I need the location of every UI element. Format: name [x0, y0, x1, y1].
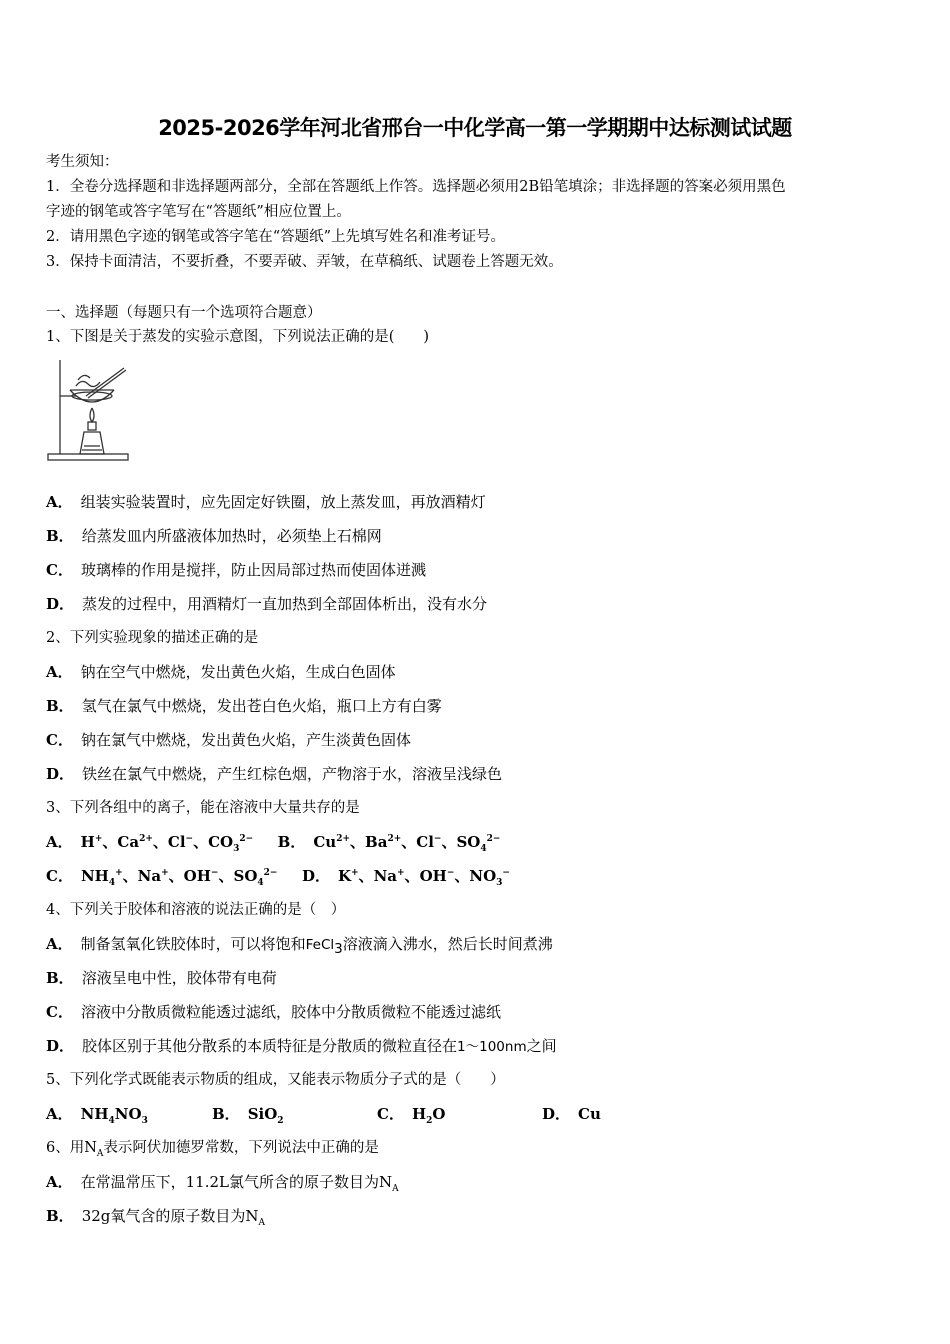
q1-option-c[interactable]: C． 玻璃棒的作用是搅拌，防止因局部过热而使固体迸溅 [46, 561, 426, 579]
section-heading: 一、选择题（每题只有一个选项符合题意） [46, 305, 322, 321]
q3-option-b[interactable]: B． $Cu^{2+}$、$Ba^{2+}$、Cl−、$SO_4^{2-}$ [277, 833, 501, 854]
notice-item: 2．请用黑色字迹的钢笔或答字笔在“答题纸”上先填写姓名和准考证号。 [46, 229, 506, 245]
question-1-stem: 1、下图是关于蒸发的实验示意图，下列说法正确的是( ) [46, 329, 430, 345]
question-3-stem: 3、下列各组中的离子，能在溶液中大量共存的是 [46, 800, 360, 816]
q5-option-b[interactable]: B． SiO$_2$ [212, 1105, 284, 1126]
q4-option-d[interactable]: D． 胶体区别于其他分散系的本质特征是分散质的微粒直径在1～100nm之间 [46, 1037, 557, 1055]
q4-option-c[interactable]: C． 溶液中分散质微粒能透过滤纸，胶体中分散质微粒不能透过滤纸 [46, 1003, 501, 1021]
q5-option-c[interactable]: C． $H_2O$ [377, 1105, 446, 1126]
q2-option-c[interactable]: C． 钠在氯气中燃烧，发出黄色火焰，产生淡黄色固体 [46, 731, 411, 749]
question-5-stem: 5、下列化学式既能表示物质的组成，又能表示物质分子式的是（ ） [46, 1072, 505, 1088]
evaporation-apparatus-figure [46, 356, 132, 464]
q3-option-d[interactable]: D． K+、Na+、OH−、$NO_3^-$ [301, 867, 510, 888]
page-title: 2025-2026学年河北省邢台一中化学高一第一学期期中达标测试试题 [158, 116, 792, 140]
q1-option-d[interactable]: D． 蒸发的过程中，用酒精灯一直加热到全部固体析出，没有水分 [46, 595, 488, 613]
q5-option-d[interactable]: D． Cu [542, 1105, 601, 1123]
q6-option-b[interactable]: B． 32g氧气含的原子数目为$N_A$ [46, 1207, 266, 1228]
notice-item: 3．保持卡面清洁，不要折叠，不要弄破、弄皱，在草稿纸、试题卷上答题无效。 [46, 254, 563, 270]
q3-option-c[interactable]: C． $NH_4^+$、Na+、OH−、$SO_4^{2-}$ [46, 867, 278, 888]
q4-option-b[interactable]: B． 溶液呈电中性，胶体带有电荷 [46, 969, 277, 987]
q1-option-b[interactable]: B． 给蒸发皿内所盛液体加热时，必须垫上石棉网 [46, 527, 382, 545]
question-4-stem: 4、下列关于胶体和溶液的说法正确的是（ ） [46, 902, 346, 918]
q3-options-ab [46, 832, 500, 852]
q3-option-a[interactable]: A． H+、$Ca^{2+}$、Cl−、$CO_3^{2-}$ [46, 833, 254, 854]
q5-option-a[interactable]: A． $NH_4NO_3$ [46, 1105, 148, 1126]
q6-option-a[interactable]: A． 在常温常压下，11.2L氯气所含的原子数目为$N_A$ [46, 1173, 399, 1194]
q4-option-a[interactable]: A． 制备氢氧化铁胶体时，可以将饱和FeCl$_3$溶液滴入沸水，然后长时间煮沸 [46, 935, 553, 957]
notice-heading: 考生须知： [46, 154, 119, 170]
question-6-stem: 6、用$N_A$表示阿伏加德罗常数，下列说法中正确的是 [46, 1140, 379, 1159]
q1-option-a[interactable]: A． 组装实验装置时，应先固定好铁圈，放上蒸发皿，再放酒精灯 [46, 493, 486, 511]
notice-item: 1．全卷分选择题和非选择题两部分，全部在答题纸上作答。选择题必须用2B铅笔填涂；非选择题的答案必须用黑色 [46, 179, 786, 195]
notice-item: 字迹的钢笔或答字笔写在“答题纸”相应位置上。 [46, 204, 351, 220]
question-2-stem: 2、下列实验现象的描述正确的是 [46, 630, 259, 646]
q2-option-a[interactable]: A． 钠在空气中燃烧，发出黄色火焰，生成白色固体 [46, 663, 396, 681]
q2-option-d[interactable]: D． 铁丝在氯气中燃烧，产生红棕色烟，产物溶于水，溶液呈浅绿色 [46, 765, 503, 783]
q2-option-b[interactable]: B． 氢气在氯气中燃烧，发出苍白色火焰，瓶口上方有白雾 [46, 697, 442, 715]
q3-options-cd [46, 866, 510, 886]
